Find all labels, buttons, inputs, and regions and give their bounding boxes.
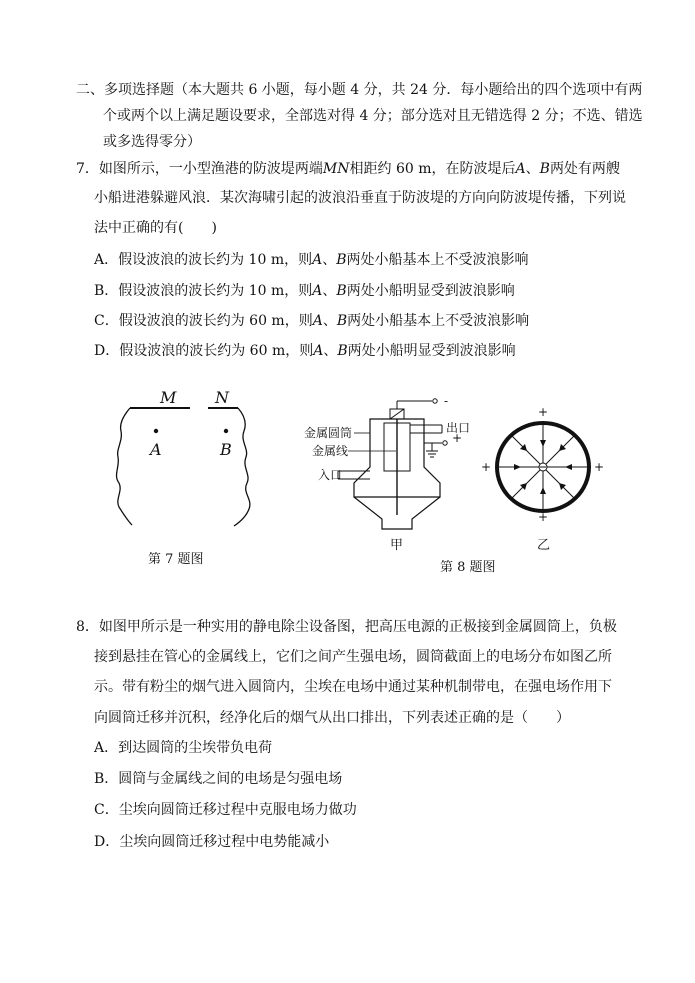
label-a: A	[150, 440, 162, 459]
q8-option-b: B．圆筒与金属线之间的电场是匀强电场	[94, 771, 343, 787]
label-metal-wire: 金属线	[312, 444, 349, 458]
q8-text-1: 如图甲所示是一种实用的静电除尘设备图，把高压电源的正极接到金属圆筒上，负极	[98, 619, 617, 635]
jia-terminal-plus: +	[452, 431, 463, 445]
q7-mn: MN	[322, 161, 350, 177]
figure-8-caption: 第 8 题图	[440, 560, 496, 575]
q8-line-3: 示。带有粉尘的烟气进入圆筒内，尘埃在电场中通过某种机制带电，在强电场作用下	[94, 679, 612, 695]
q7-line-3: 法中正确的有( )	[94, 220, 217, 236]
section-title-line-3: 或多选得零分）	[103, 134, 201, 150]
q8-number: 8．	[76, 619, 99, 635]
point-a-dot	[154, 429, 158, 433]
label-inlet: 入口	[318, 468, 343, 482]
q7-text-b: 相距约 60 m，在防波堤后	[349, 161, 516, 177]
q8-option-c: C．尘埃向圆筒迁移过程中克服电场力做功	[94, 802, 357, 818]
q7-line-1	[76, 159, 620, 179]
figure-7	[110, 385, 270, 535]
label-metal-tube: 金属圆筒	[304, 426, 353, 440]
q8-line-2: 接到悬挂在管心的金属线上，它们之间产生强电场，圆筒截面上的电场分布如图乙所	[94, 649, 612, 665]
section-title-line-2: 个或两个以上满足题设要求，全部选对得 4 分；部分选对且无错选得 2 分；不选、错选	[103, 108, 643, 124]
yi-plus-top: +	[538, 405, 549, 419]
q8-line-4: 向圆筒迁移并沉积，经净化后的烟气从出口排出，下列表述正确的是（ ）	[94, 710, 570, 726]
figure-8-jia	[302, 394, 492, 557]
coastline-right	[234, 408, 250, 526]
section-title-line-1: 二、多项选择题（本大题共 6 小题，每小题 4 分，共 24 分．每小题给出的四个选项中有两	[76, 82, 643, 98]
q7-line-2: 小船进港躲避风浪．某次海啸引起的波浪沿垂直于防波堤的方向向防波堤传播，下列说	[94, 190, 626, 206]
q7-number: 7．	[76, 161, 99, 177]
yi-plus-bottom: +	[538, 510, 549, 524]
q7-point-b: B	[539, 161, 550, 177]
q8-option-a: A．到达圆筒的尘埃带负电荷	[94, 740, 273, 756]
label-outlet: 出口	[446, 421, 471, 435]
yi-plus-left: +	[481, 460, 492, 474]
q7-option-b: B．假设波浪的波长约为 10 m，则A、B两处小船明显受到波浪影响	[94, 283, 515, 299]
label-m: M	[160, 388, 177, 407]
label-n: N	[215, 388, 229, 407]
label-jia: 甲	[390, 538, 404, 553]
q7-text-c: 两处有两艘	[549, 161, 620, 177]
figure-8-yi	[477, 403, 607, 553]
q7-text-a: 如图所示，一小型渔港的防波堤两端	[98, 161, 323, 177]
figure-7-caption: 第 7 题图	[148, 552, 204, 567]
q7-option-c: C．假设波浪的波长约为 60 m，则A、B两处小船基本上不受波浪影响	[94, 313, 530, 329]
q7-point-a: A	[515, 161, 526, 177]
label-b: B	[220, 440, 232, 459]
q7-sep: 、	[525, 161, 540, 177]
q8-option-d: D．尘埃向圆筒迁移过程中电势能减小	[94, 834, 330, 850]
point-b-dot	[224, 429, 228, 433]
yi-plus-right: +	[594, 460, 605, 474]
q8-line-1	[76, 617, 617, 637]
q7-option-d: D．假设波浪的波长约为 60 m，则A、B两处小船明显受到波浪影响	[94, 343, 516, 359]
label-yi: 乙	[537, 538, 551, 553]
jia-terminal-minus: -	[444, 394, 449, 408]
coastline-left	[117, 408, 132, 525]
q7-option-a: A．假设波浪的波长约为 10 m，则A、B两处小船基本上不受波浪影响	[94, 252, 529, 268]
